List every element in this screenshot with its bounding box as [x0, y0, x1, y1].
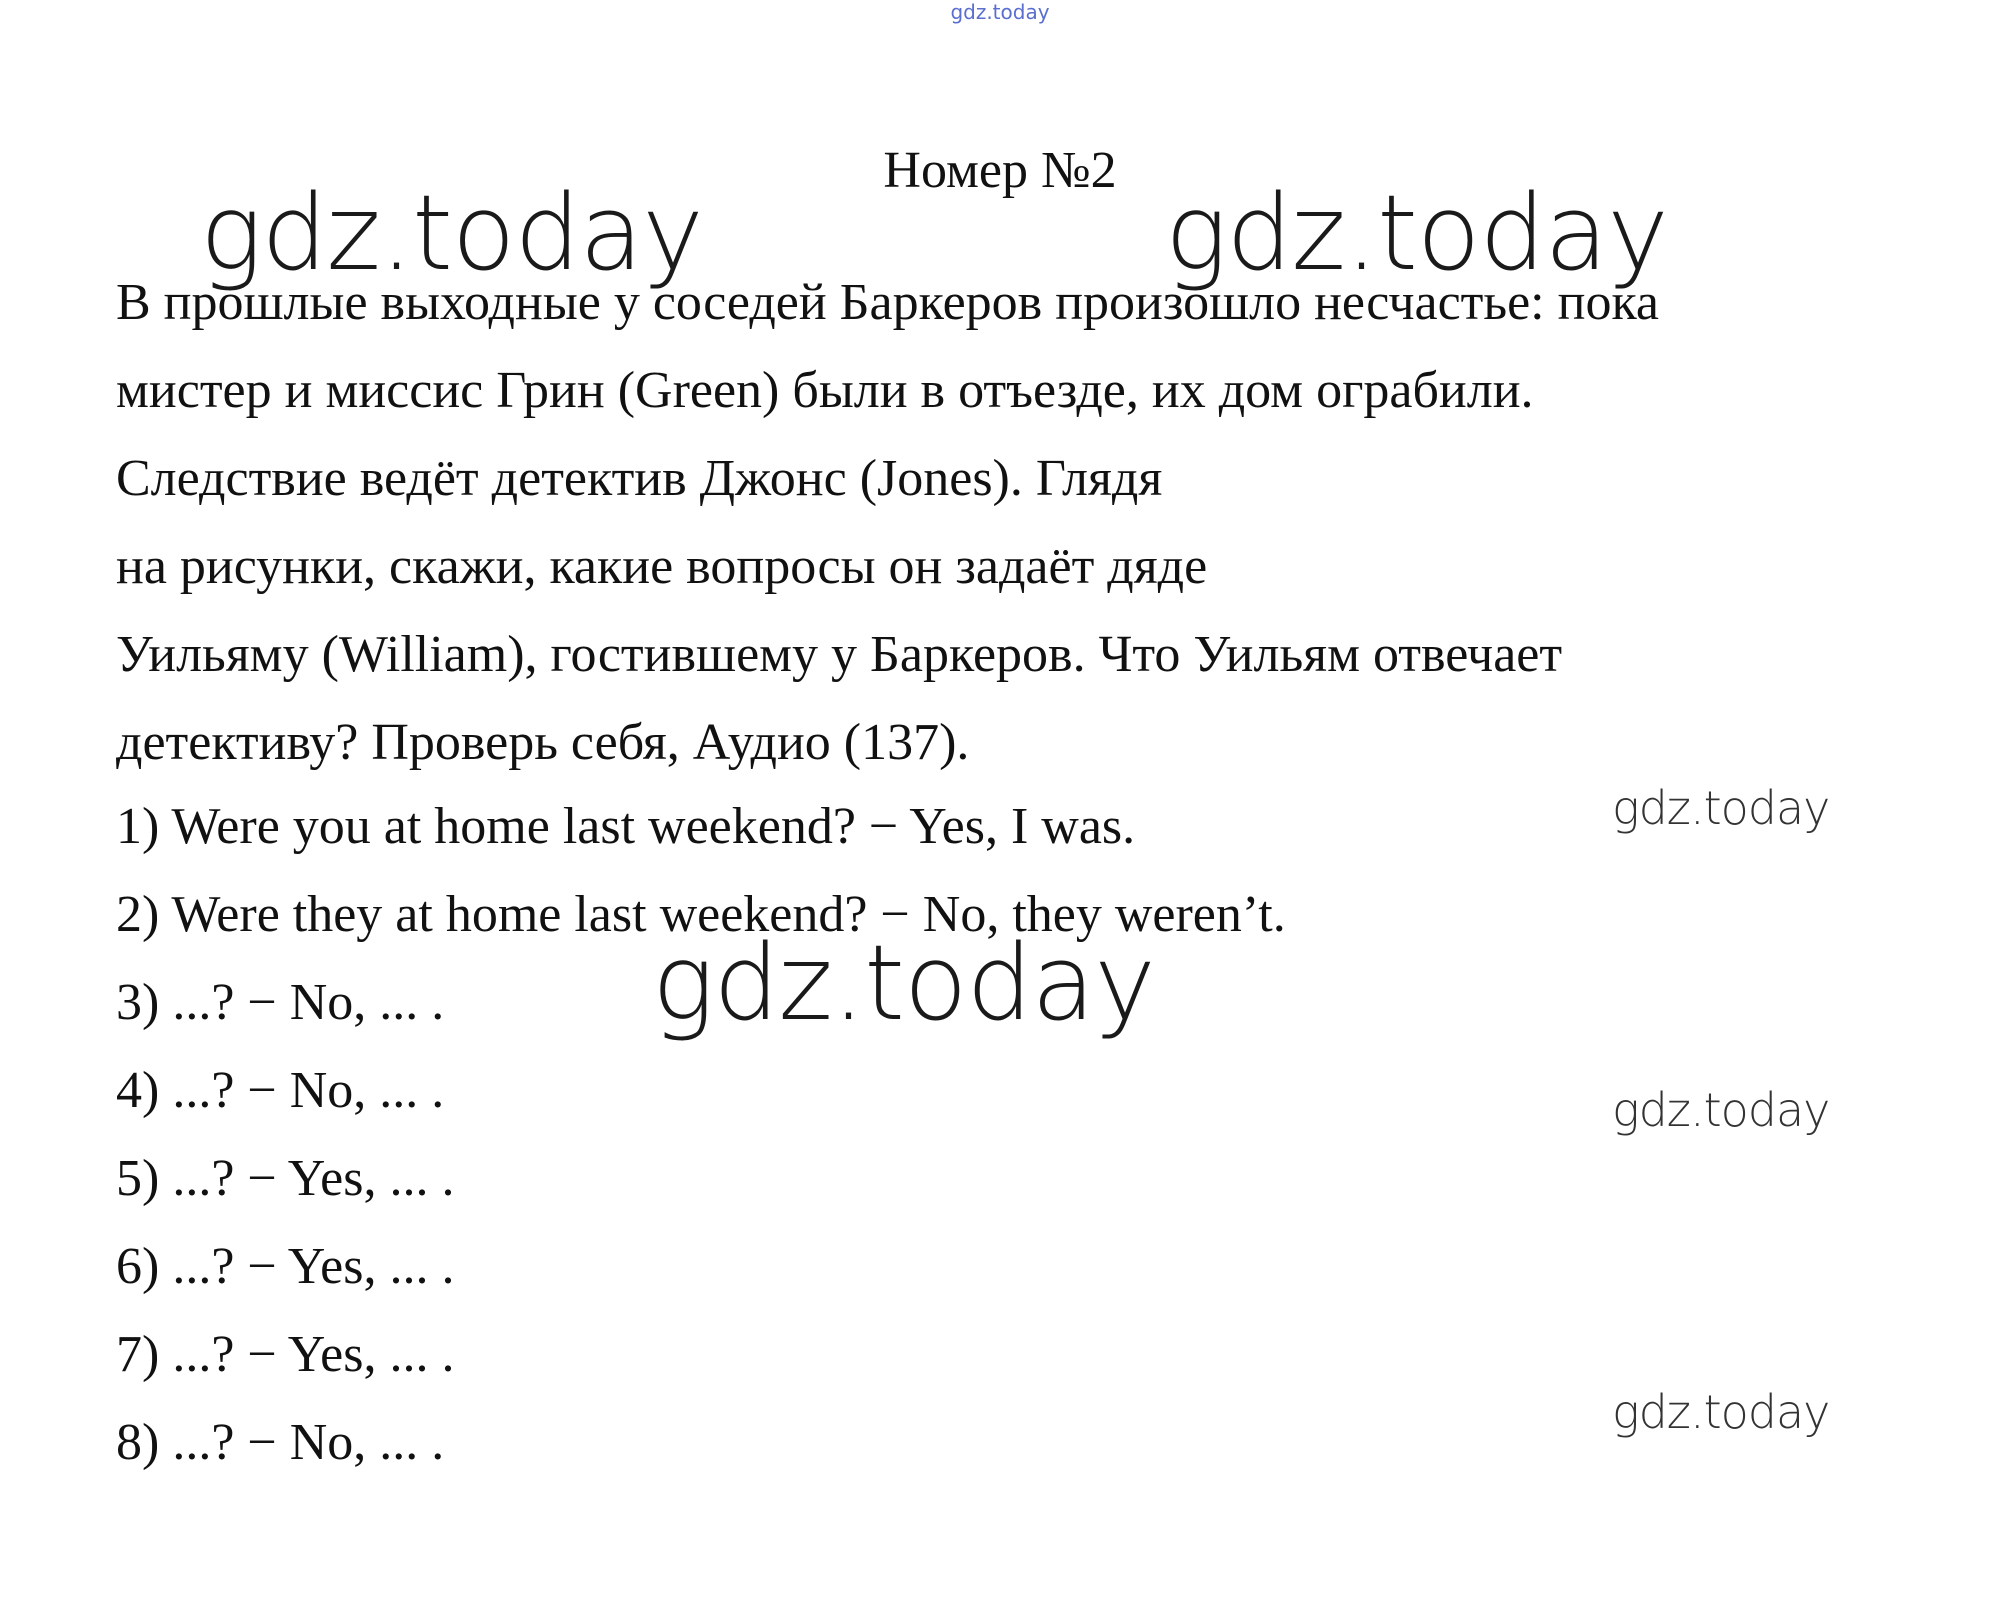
answer-line: 2) Were they at home last weekend? − No, they weren’t.: [116, 886, 1286, 943]
answer-line: 3) ...? − No, ... .: [116, 974, 445, 1031]
answer-line: 4) ...? − No, ... .: [116, 1062, 445, 1119]
answer-line: 8) ...? − No, ... .: [116, 1414, 445, 1471]
task-line: на рисунки, скажи, какие вопросы он задаёт дяде: [116, 538, 1208, 595]
answer-line: 1) Were you at home last weekend? − Yes, I was.: [116, 798, 1136, 855]
task-line: В прошлые выходные у соседей Баркеров произошло несчастье: пока: [116, 274, 1660, 331]
watermark-large: gdz.today: [1165, 172, 1668, 294]
watermark-large: gdz.today: [652, 922, 1155, 1044]
page-title: Номер №2: [883, 142, 1117, 199]
task-line: детективу? Проверь себя, Аудио (137).: [116, 714, 970, 771]
task-line: Уильяму (William), гостившему у Баркеров. Что Уильям отвечает: [116, 626, 1563, 683]
watermark-large: gdz.today: [200, 172, 703, 294]
top-watermark: gdz.today: [950, 0, 1050, 24]
watermark-small: gdz.today: [1612, 1083, 1830, 1137]
answer-line: 6) ...? − Yes, ... .: [116, 1238, 455, 1295]
answer-line: 5) ...? − Yes, ... .: [116, 1150, 455, 1207]
watermark-small: gdz.today: [1612, 781, 1830, 835]
task-line: мистер и миссис Грин (Green) были в отъезде, их дом ограбили.: [116, 362, 1534, 419]
watermark-small: gdz.today: [1612, 1385, 1830, 1439]
answer-line: 7) ...? − Yes, ... .: [116, 1326, 455, 1383]
task-line: Следствие ведёт детектив Джонс (Jones). Глядя: [116, 450, 1163, 507]
